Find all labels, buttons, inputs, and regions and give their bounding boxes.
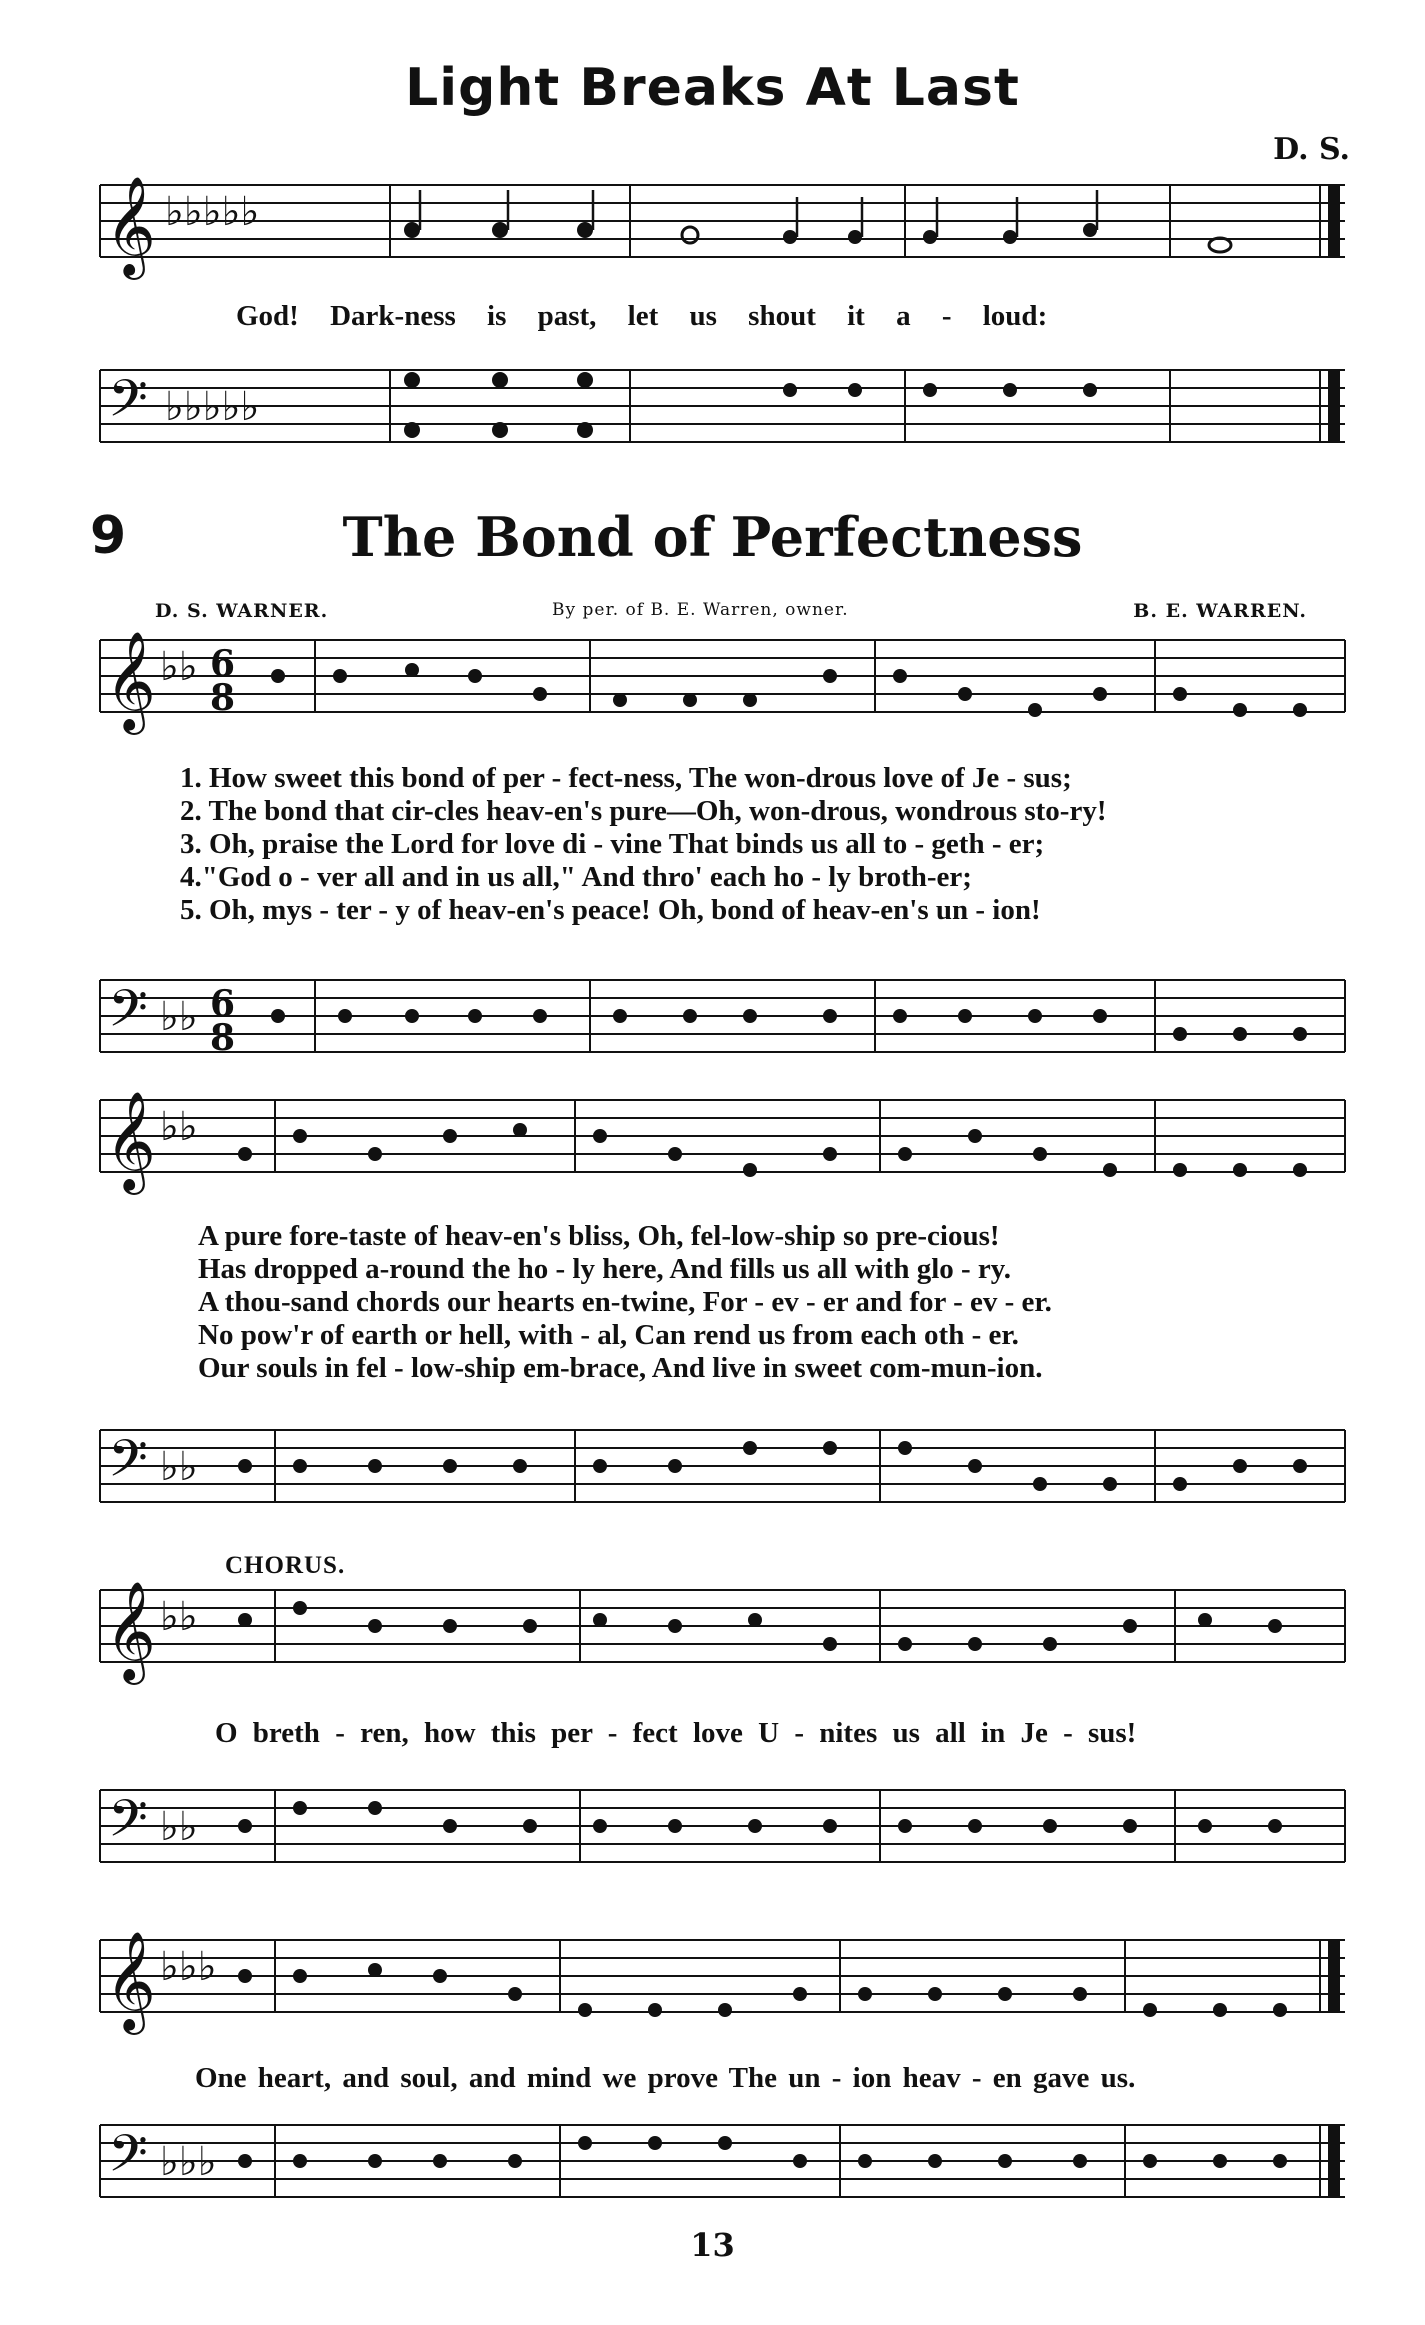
- svg-text:𝄢: 𝄢: [108, 368, 148, 441]
- verse2-line-5: Our souls in fel - low-ship em-brace, And live in sweet com-mun-ion.: [198, 1352, 1043, 1384]
- verse2-line-2: Has dropped a-round the ho - ly here, And fills us all with glo - ry.: [198, 1253, 1011, 1285]
- svg-text:𝄞: 𝄞: [105, 1091, 156, 1191]
- svg-text:𝄢: 𝄢: [108, 978, 148, 1051]
- verse-line-3: 3. Oh, praise the Lord for love di - vine That binds us all to - geth - er;: [180, 828, 1045, 860]
- svg-text:8: 8: [210, 677, 236, 719]
- svg-text:𝄞: 𝄞: [105, 1581, 156, 1681]
- svg-text:♭♭: ♭♭: [160, 644, 198, 690]
- staff-chorus2-treble: [0, 1930, 1425, 2040]
- staff-chorus1-treble: [0, 1580, 1425, 1690]
- staff-system2-bass: [0, 1410, 1425, 1520]
- staff-prev-treble: [0, 175, 1425, 285]
- svg-text:♭♭♭♭♭: ♭♭♭♭♭: [165, 384, 260, 430]
- svg-text:8: 8: [210, 1017, 236, 1059]
- verse-line-2: 2. The bond that cir-cles heav-en's pure—Oh, won-drous, wondrous sto-ry!: [180, 795, 1107, 827]
- verse-line-4: 4."God o - ver all and in us all," And thro' each ho - ly broth-er;: [180, 861, 972, 893]
- chorus-lyric-1: O breth - ren, how this per - fect love U - nites us all in Je - sus!: [215, 1717, 1137, 1749]
- author-credit: D. S. WARNER.: [155, 600, 329, 622]
- verse-line-5: 5. Oh, mys - ter - y of heav-en's peace! Oh, bond of heav-en's un - ion!: [180, 894, 1041, 926]
- svg-text:♭♭♭: ♭♭♭: [160, 2139, 217, 2185]
- hymn-number: 9: [90, 506, 127, 566]
- svg-text:♭♭: ♭♭: [160, 1104, 198, 1150]
- svg-text:♭♭: ♭♭: [160, 994, 198, 1040]
- staff-chorus1-bass: [0, 1770, 1425, 1880]
- staff-prev-bass: [0, 360, 1425, 470]
- svg-text:𝄞: 𝄞: [105, 176, 156, 276]
- lyric-prev: God! Dark-ness is past, let us shout it a - loud:: [236, 300, 1048, 332]
- svg-text:♭♭: ♭♭: [160, 1594, 198, 1640]
- svg-text:𝄢: 𝄢: [108, 2123, 148, 2196]
- verse2-line-4: No pow'r of earth or hell, with - al, Can rend us from each oth - er.: [198, 1319, 1019, 1351]
- verse-line-1: 1. How sweet this bond of per - fect-ness, The won-drous love of Je - sus;: [180, 762, 1072, 794]
- composer-credit: B. E. WARREN.: [1133, 600, 1307, 622]
- staff-system1-bass: [0, 960, 1425, 1070]
- svg-text:𝄢: 𝄢: [108, 1428, 148, 1501]
- hymn-title-previous: Light Breaks At Last: [405, 58, 1020, 118]
- staff-system1-treble: [0, 630, 1425, 740]
- staff-system2-treble: [0, 1090, 1425, 1200]
- chorus-lyric-2: One heart, and soul, and mind we prove The un - ion heav - en gave us.: [195, 2062, 1136, 2094]
- svg-text:𝄞: 𝄞: [105, 631, 156, 731]
- staff-chorus2-bass: [0, 2105, 1425, 2215]
- page-number: 13: [690, 2226, 735, 2264]
- svg-text:𝄞: 𝄞: [105, 1931, 156, 2031]
- chorus-label: CHORUS.: [225, 1552, 346, 1579]
- svg-text:6: 6: [210, 983, 236, 1025]
- dal-segno-mark: D. S.: [1273, 132, 1350, 167]
- svg-text:♭♭♭: ♭♭♭: [160, 1944, 217, 1990]
- svg-text:𝄢: 𝄢: [108, 1788, 148, 1861]
- hymn-title: The Bond of Perfectness: [342, 505, 1083, 569]
- permission-note: By per. of B. E. Warren, owner.: [552, 600, 849, 620]
- svg-text:♭♭: ♭♭: [160, 1444, 198, 1490]
- svg-text:♭♭: ♭♭: [160, 1804, 198, 1850]
- svg-text:6: 6: [210, 643, 236, 685]
- verse2-line-1: A pure fore-taste of heav-en's bliss, Oh, fel-low-ship so pre-cious!: [198, 1220, 1000, 1252]
- svg-text:♭♭♭♭♭: ♭♭♭♭♭: [165, 189, 260, 235]
- verse2-line-3: A thou-sand chords our hearts en-twine, For - ev - er and for - ev - er.: [198, 1286, 1052, 1318]
